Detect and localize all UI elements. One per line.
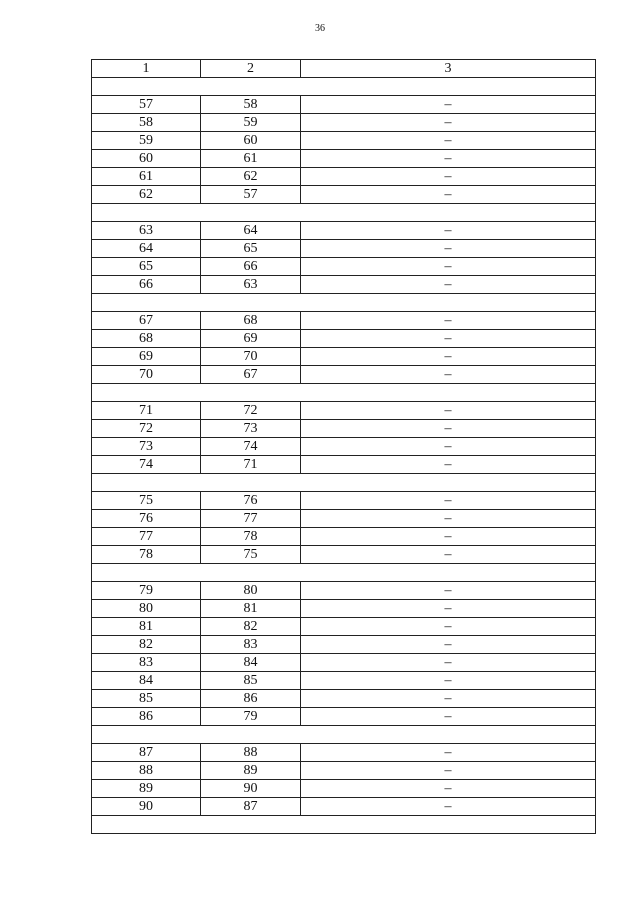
table-row [92,132,596,150]
table-cell-col-3: – [301,312,596,330]
table-cell-col-3: – [301,528,596,546]
table-row [92,798,596,816]
table-cell-col-2: 58 [201,96,301,114]
table-cell-col-3: – [301,654,596,672]
table-cell-col-2: 70 [201,348,301,366]
group-separator-row [92,816,596,834]
table-cell-col-2: 63 [201,276,301,294]
table-cell-col-3: – [301,420,596,438]
table-cell-col-2: 75 [201,546,301,564]
table-cell-col-2: 83 [201,636,301,654]
table-cell-col-1: 86 [92,708,201,726]
table-cell-col-2: 61 [201,150,301,168]
table-cell-col-1: 82 [92,636,201,654]
table-cell-col-3: – [301,402,596,420]
table-cell-col-1: 68 [92,330,201,348]
header-cell-2: 2 [201,60,301,78]
table-cell-col-2: 77 [201,510,301,528]
table-cell-col-1: 88 [92,762,201,780]
table-row [92,600,596,618]
table-cell-col-2: 65 [201,240,301,258]
table-cell-col-1: 63 [92,222,201,240]
table-cell-col-3: – [301,618,596,636]
table-cell-col-1: 81 [92,618,201,636]
table-row [92,492,596,510]
table-row [92,528,596,546]
table-cell-col-3: – [301,222,596,240]
table-cell-col-2: 59 [201,114,301,132]
table-cell-col-1: 60 [92,150,201,168]
table-cell-col-1: 75 [92,492,201,510]
table-cell-col-3: – [301,96,596,114]
table-cell-col-1: 84 [92,672,201,690]
table-row [92,96,596,114]
table-cell-col-2: 71 [201,456,301,474]
group-separator-row [92,294,596,312]
table-cell-col-1: 72 [92,420,201,438]
table-cell-col-3: – [301,582,596,600]
table-cell-col-1: 59 [92,132,201,150]
table-cell-col-2: 57 [201,186,301,204]
table-cell-col-3: – [301,258,596,276]
table-cell-col-1: 85 [92,690,201,708]
table-row [92,366,596,384]
table-cell-col-2: 80 [201,582,301,600]
table-cell-col-3: – [301,150,596,168]
table-cell-col-3: – [301,240,596,258]
table-cell-col-2: 64 [201,222,301,240]
table-cell-col-3: – [301,600,596,618]
group-separator-cell [92,564,596,582]
table-cell-col-2: 78 [201,528,301,546]
table-cell-col-2: 89 [201,762,301,780]
table-body [92,60,596,834]
table-row [92,636,596,654]
group-separator-row [92,384,596,402]
table-cell-col-2: 82 [201,618,301,636]
table-cell-col-3: – [301,438,596,456]
table-row [92,456,596,474]
table-cell-col-3: – [301,276,596,294]
table-row [92,510,596,528]
table-cell-col-1: 89 [92,780,201,798]
header-cell-3: 3 [301,60,596,78]
table-cell-col-3: – [301,186,596,204]
table-cell-col-3: – [301,546,596,564]
table-cell-col-1: 76 [92,510,201,528]
table-cell-col-1: 65 [92,258,201,276]
group-separator-cell [92,204,596,222]
table-cell-col-2: 69 [201,330,301,348]
table-cell-col-1: 61 [92,168,201,186]
table-cell-col-3: – [301,690,596,708]
table-cell-col-2: 72 [201,402,301,420]
table-cell-col-3: – [301,762,596,780]
table-cell-col-3: – [301,114,596,132]
table-row [92,186,596,204]
table-row [92,402,596,420]
group-separator-row [92,564,596,582]
table-cell-col-2: 86 [201,690,301,708]
table-cell-col-3: – [301,780,596,798]
table-cell-col-2: 73 [201,420,301,438]
table-cell-col-2: 90 [201,780,301,798]
table-cell-col-3: – [301,348,596,366]
table-cell-col-3: – [301,132,596,150]
table-row [92,114,596,132]
table-cell-col-3: – [301,708,596,726]
table-cell-col-2: 60 [201,132,301,150]
table-row [92,672,596,690]
table-cell-col-2: 84 [201,654,301,672]
table-cell-col-1: 67 [92,312,201,330]
table-cell-col-2: 66 [201,258,301,276]
group-separator-row [92,78,596,96]
table-cell-col-1: 87 [92,744,201,762]
group-separator-cell [92,474,596,492]
table-row [92,222,596,240]
table-row [92,708,596,726]
table-cell-col-3: – [301,672,596,690]
group-separator-row [92,474,596,492]
table-row [92,780,596,798]
table-cell-col-2: 79 [201,708,301,726]
table-cell-col-1: 78 [92,546,201,564]
table-row [92,546,596,564]
table-cell-col-1: 74 [92,456,201,474]
group-separator-row [92,726,596,744]
table-row [92,438,596,456]
table-cell-col-1: 71 [92,402,201,420]
table-cell-col-1: 90 [92,798,201,816]
table-row [92,744,596,762]
table-cell-col-1: 57 [92,96,201,114]
table-cell-col-1: 73 [92,438,201,456]
table-cell-col-1: 62 [92,186,201,204]
page-number: 36 [315,23,325,34]
table-row [92,348,596,366]
table-row [92,618,596,636]
table-cell-col-1: 80 [92,600,201,618]
table-row [92,258,596,276]
table-cell-col-1: 66 [92,276,201,294]
table-cell-col-3: – [301,456,596,474]
table-cell-col-1: 79 [92,582,201,600]
table-row [92,582,596,600]
table-row [92,654,596,672]
table-cell-col-3: – [301,510,596,528]
table-row [92,762,596,780]
table-row [92,240,596,258]
group-separator-cell [92,816,596,834]
table-cell-col-1: 83 [92,654,201,672]
table-cell-col-3: – [301,330,596,348]
table-cell-col-3: – [301,366,596,384]
table-cell-col-3: – [301,798,596,816]
table-cell-col-1: 64 [92,240,201,258]
table-cell-col-3: – [301,744,596,762]
header-cell-1: 1 [92,60,201,78]
table-cell-col-3: – [301,168,596,186]
table-cell-col-2: 67 [201,366,301,384]
table-cell-col-2: 62 [201,168,301,186]
table-cell-col-1: 70 [92,366,201,384]
table-row [92,168,596,186]
table-cell-col-2: 74 [201,438,301,456]
table-cell-col-2: 81 [201,600,301,618]
table-cell-col-1: 58 [92,114,201,132]
group-separator-cell [92,294,596,312]
group-separator-row [92,204,596,222]
table-cell-col-1: 77 [92,528,201,546]
group-separator-cell [92,384,596,402]
table-cell-col-2: 85 [201,672,301,690]
group-separator-cell [92,78,596,96]
table-cell-col-3: – [301,636,596,654]
table-row [92,150,596,168]
table-cell-col-2: 68 [201,312,301,330]
header-row [92,60,596,78]
table-cell-col-2: 87 [201,798,301,816]
table-row [92,276,596,294]
table-row [92,330,596,348]
group-separator-cell [92,726,596,744]
table-cell-col-3: – [301,492,596,510]
table-cell-col-2: 88 [201,744,301,762]
table-cell-col-1: 69 [92,348,201,366]
data-table [91,59,596,834]
table-row [92,690,596,708]
table-cell-col-2: 76 [201,492,301,510]
table-row [92,420,596,438]
table-row [92,312,596,330]
